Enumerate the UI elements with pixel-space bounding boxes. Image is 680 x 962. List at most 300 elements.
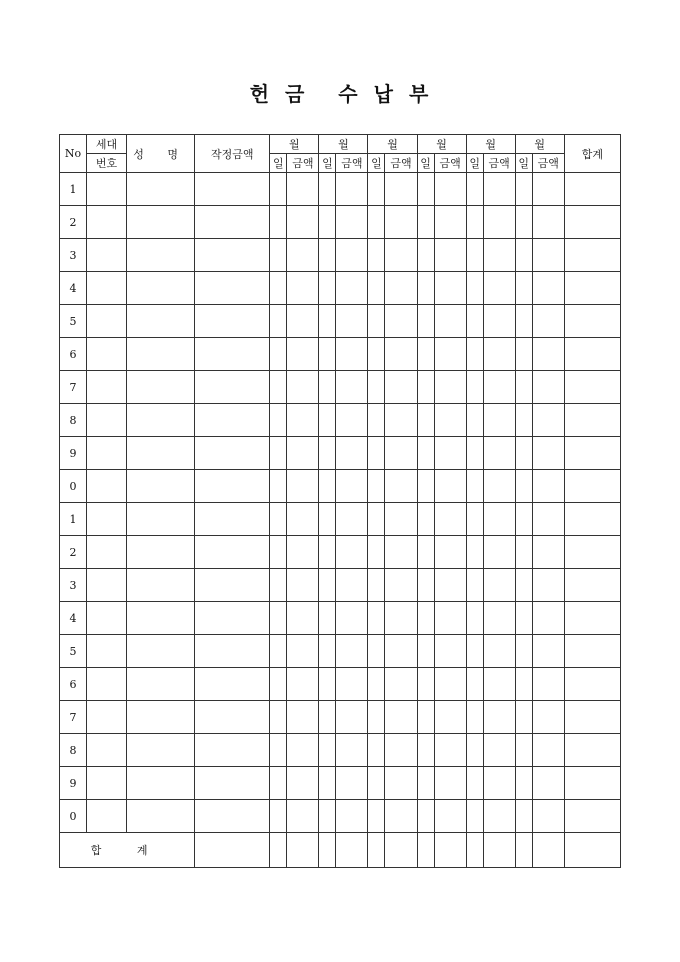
day-cell[interactable] [515,701,532,734]
day-cell[interactable] [270,371,287,404]
day-cell[interactable] [319,206,336,239]
day-cell[interactable] [417,371,434,404]
amount-cell[interactable] [483,239,515,272]
household-cell[interactable] [87,239,127,272]
amount-total-cell[interactable] [532,833,564,868]
amount-cell[interactable] [483,800,515,833]
household-cell[interactable] [87,536,127,569]
name-cell[interactable] [127,767,195,800]
amount-cell[interactable] [434,701,466,734]
row-total-cell[interactable] [564,569,620,602]
amount-cell[interactable] [532,470,564,503]
day-cell[interactable] [466,503,483,536]
day-cell[interactable] [417,536,434,569]
amount-total-cell[interactable] [385,833,417,868]
pledge-cell[interactable] [195,569,270,602]
amount-cell[interactable] [385,668,417,701]
pledge-cell[interactable] [195,536,270,569]
day-cell[interactable] [319,767,336,800]
amount-cell[interactable] [336,800,368,833]
day-cell[interactable] [515,470,532,503]
day-cell[interactable] [417,173,434,206]
day-cell[interactable] [417,635,434,668]
pledge-cell[interactable] [195,602,270,635]
household-cell[interactable] [87,767,127,800]
amount-cell[interactable] [434,437,466,470]
day-cell[interactable] [270,635,287,668]
day-cell[interactable] [417,470,434,503]
day-cell[interactable] [319,800,336,833]
name-cell[interactable] [127,371,195,404]
amount-cell[interactable] [287,173,319,206]
amount-cell[interactable] [385,536,417,569]
day-cell[interactable] [368,536,385,569]
amount-cell[interactable] [385,602,417,635]
day-cell[interactable] [368,470,385,503]
amount-cell[interactable] [336,239,368,272]
name-cell[interactable] [127,206,195,239]
amount-total-cell[interactable] [483,833,515,868]
amount-cell[interactable] [434,767,466,800]
day-cell[interactable] [319,569,336,602]
day-cell[interactable] [466,404,483,437]
household-cell[interactable] [87,734,127,767]
amount-cell[interactable] [385,767,417,800]
row-total-cell[interactable] [564,272,620,305]
amount-cell[interactable] [434,338,466,371]
day-cell[interactable] [319,272,336,305]
day-cell[interactable] [368,635,385,668]
amount-cell[interactable] [434,536,466,569]
name-cell[interactable] [127,734,195,767]
amount-cell[interactable] [483,404,515,437]
amount-cell[interactable] [483,470,515,503]
amount-cell[interactable] [532,767,564,800]
row-total-cell[interactable] [564,206,620,239]
day-total-cell[interactable] [270,833,287,868]
amount-cell[interactable] [532,503,564,536]
pledge-cell[interactable] [195,437,270,470]
day-cell[interactable] [466,173,483,206]
name-cell[interactable] [127,701,195,734]
amount-cell[interactable] [483,173,515,206]
day-cell[interactable] [417,569,434,602]
day-cell[interactable] [368,800,385,833]
amount-cell[interactable] [434,371,466,404]
day-cell[interactable] [515,371,532,404]
day-cell[interactable] [515,503,532,536]
household-cell[interactable] [87,470,127,503]
amount-cell[interactable] [532,701,564,734]
amount-cell[interactable] [532,239,564,272]
amount-cell[interactable] [483,602,515,635]
day-cell[interactable] [368,503,385,536]
amount-cell[interactable] [336,404,368,437]
day-cell[interactable] [319,635,336,668]
row-total-cell[interactable] [564,371,620,404]
day-cell[interactable] [466,371,483,404]
day-total-cell[interactable] [515,833,532,868]
day-cell[interactable] [515,338,532,371]
amount-cell[interactable] [287,338,319,371]
pledge-cell[interactable] [195,206,270,239]
day-cell[interactable] [319,437,336,470]
day-cell[interactable] [417,272,434,305]
day-cell[interactable] [319,536,336,569]
day-cell[interactable] [417,338,434,371]
amount-cell[interactable] [287,206,319,239]
day-cell[interactable] [270,305,287,338]
row-total-cell[interactable] [564,800,620,833]
day-total-cell[interactable] [319,833,336,868]
day-cell[interactable] [417,767,434,800]
pledge-cell[interactable] [195,239,270,272]
day-cell[interactable] [466,668,483,701]
day-cell[interactable] [466,338,483,371]
pledge-cell[interactable] [195,173,270,206]
amount-cell[interactable] [336,767,368,800]
day-cell[interactable] [466,470,483,503]
day-cell[interactable] [466,536,483,569]
row-total-cell[interactable] [564,668,620,701]
day-cell[interactable] [368,602,385,635]
name-cell[interactable] [127,536,195,569]
amount-cell[interactable] [385,569,417,602]
amount-cell[interactable] [483,272,515,305]
amount-cell[interactable] [434,503,466,536]
day-cell[interactable] [466,437,483,470]
amount-cell[interactable] [287,602,319,635]
day-cell[interactable] [515,206,532,239]
day-cell[interactable] [417,206,434,239]
day-cell[interactable] [417,701,434,734]
amount-cell[interactable] [532,173,564,206]
day-cell[interactable] [466,206,483,239]
day-cell[interactable] [368,701,385,734]
amount-total-cell[interactable] [287,833,319,868]
day-cell[interactable] [515,800,532,833]
day-cell[interactable] [515,536,532,569]
amount-cell[interactable] [287,635,319,668]
day-cell[interactable] [368,437,385,470]
amount-cell[interactable] [532,800,564,833]
pledge-total-cell[interactable] [195,833,270,868]
amount-cell[interactable] [434,602,466,635]
amount-cell[interactable] [385,338,417,371]
pledge-cell[interactable] [195,305,270,338]
amount-cell[interactable] [483,536,515,569]
amount-cell[interactable] [434,668,466,701]
amount-cell[interactable] [532,602,564,635]
amount-cell[interactable] [336,371,368,404]
row-total-cell[interactable] [564,536,620,569]
day-cell[interactable] [270,800,287,833]
amount-cell[interactable] [434,305,466,338]
amount-cell[interactable] [532,536,564,569]
pledge-cell[interactable] [195,668,270,701]
household-cell[interactable] [87,635,127,668]
pledge-cell[interactable] [195,272,270,305]
pledge-cell[interactable] [195,635,270,668]
amount-cell[interactable] [385,800,417,833]
name-cell[interactable] [127,173,195,206]
grand-total-cell[interactable] [564,833,620,868]
day-cell[interactable] [417,503,434,536]
day-total-cell[interactable] [368,833,385,868]
day-cell[interactable] [368,569,385,602]
day-cell[interactable] [270,437,287,470]
amount-cell[interactable] [434,800,466,833]
amount-cell[interactable] [336,272,368,305]
day-cell[interactable] [515,404,532,437]
day-cell[interactable] [466,602,483,635]
amount-cell[interactable] [287,305,319,338]
day-cell[interactable] [515,173,532,206]
amount-cell[interactable] [385,173,417,206]
pledge-cell[interactable] [195,800,270,833]
day-cell[interactable] [319,173,336,206]
amount-cell[interactable] [385,437,417,470]
amount-cell[interactable] [385,371,417,404]
amount-cell[interactable] [385,701,417,734]
row-total-cell[interactable] [564,503,620,536]
amount-cell[interactable] [385,404,417,437]
amount-cell[interactable] [287,239,319,272]
amount-cell[interactable] [287,569,319,602]
household-cell[interactable] [87,503,127,536]
day-cell[interactable] [319,404,336,437]
row-total-cell[interactable] [564,734,620,767]
day-cell[interactable] [417,239,434,272]
amount-cell[interactable] [532,206,564,239]
row-total-cell[interactable] [564,305,620,338]
day-cell[interactable] [417,404,434,437]
day-cell[interactable] [270,272,287,305]
name-cell[interactable] [127,437,195,470]
day-cell[interactable] [466,569,483,602]
amount-cell[interactable] [385,272,417,305]
amount-cell[interactable] [483,767,515,800]
amount-cell[interactable] [434,470,466,503]
day-cell[interactable] [368,239,385,272]
amount-cell[interactable] [385,470,417,503]
amount-cell[interactable] [336,536,368,569]
amount-cell[interactable] [483,569,515,602]
name-cell[interactable] [127,338,195,371]
amount-cell[interactable] [532,734,564,767]
row-total-cell[interactable] [564,239,620,272]
row-total-cell[interactable] [564,635,620,668]
day-cell[interactable] [368,173,385,206]
day-cell[interactable] [368,338,385,371]
amount-cell[interactable] [434,173,466,206]
amount-cell[interactable] [287,701,319,734]
day-cell[interactable] [270,470,287,503]
day-cell[interactable] [515,602,532,635]
row-total-cell[interactable] [564,701,620,734]
day-cell[interactable] [270,602,287,635]
pledge-cell[interactable] [195,371,270,404]
day-cell[interactable] [515,437,532,470]
row-total-cell[interactable] [564,602,620,635]
day-cell[interactable] [466,734,483,767]
amount-cell[interactable] [287,437,319,470]
amount-cell[interactable] [287,536,319,569]
amount-cell[interactable] [483,503,515,536]
amount-cell[interactable] [336,602,368,635]
amount-cell[interactable] [385,305,417,338]
pledge-cell[interactable] [195,701,270,734]
day-cell[interactable] [319,668,336,701]
household-cell[interactable] [87,338,127,371]
day-cell[interactable] [466,800,483,833]
amount-cell[interactable] [336,503,368,536]
day-cell[interactable] [270,668,287,701]
amount-cell[interactable] [483,305,515,338]
amount-cell[interactable] [532,338,564,371]
amount-cell[interactable] [483,734,515,767]
name-cell[interactable] [127,503,195,536]
amount-cell[interactable] [483,338,515,371]
household-cell[interactable] [87,800,127,833]
name-cell[interactable] [127,272,195,305]
day-cell[interactable] [368,668,385,701]
amount-cell[interactable] [336,701,368,734]
amount-cell[interactable] [532,272,564,305]
amount-cell[interactable] [336,668,368,701]
household-cell[interactable] [87,668,127,701]
name-cell[interactable] [127,800,195,833]
amount-cell[interactable] [483,206,515,239]
name-cell[interactable] [127,569,195,602]
amount-cell[interactable] [532,404,564,437]
amount-cell[interactable] [287,668,319,701]
household-cell[interactable] [87,602,127,635]
name-cell[interactable] [127,470,195,503]
day-cell[interactable] [515,668,532,701]
amount-total-cell[interactable] [434,833,466,868]
pledge-cell[interactable] [195,767,270,800]
amount-cell[interactable] [532,371,564,404]
amount-cell[interactable] [385,734,417,767]
day-cell[interactable] [466,272,483,305]
day-cell[interactable] [270,734,287,767]
amount-cell[interactable] [287,767,319,800]
amount-cell[interactable] [287,272,319,305]
day-cell[interactable] [368,305,385,338]
amount-cell[interactable] [385,206,417,239]
amount-cell[interactable] [483,668,515,701]
household-cell[interactable] [87,272,127,305]
day-cell[interactable] [270,239,287,272]
row-total-cell[interactable] [564,767,620,800]
pledge-cell[interactable] [195,734,270,767]
day-cell[interactable] [270,569,287,602]
day-cell[interactable] [319,470,336,503]
amount-cell[interactable] [434,734,466,767]
amount-cell[interactable] [336,305,368,338]
day-total-cell[interactable] [466,833,483,868]
day-cell[interactable] [466,635,483,668]
amount-cell[interactable] [483,701,515,734]
amount-cell[interactable] [434,206,466,239]
day-cell[interactable] [417,734,434,767]
amount-cell[interactable] [434,569,466,602]
household-cell[interactable] [87,206,127,239]
row-total-cell[interactable] [564,338,620,371]
day-cell[interactable] [515,569,532,602]
household-cell[interactable] [87,569,127,602]
pledge-cell[interactable] [195,470,270,503]
day-cell[interactable] [270,767,287,800]
day-cell[interactable] [417,602,434,635]
row-total-cell[interactable] [564,173,620,206]
amount-cell[interactable] [336,437,368,470]
day-cell[interactable] [270,206,287,239]
name-cell[interactable] [127,305,195,338]
day-cell[interactable] [417,305,434,338]
day-cell[interactable] [319,602,336,635]
amount-total-cell[interactable] [336,833,368,868]
day-cell[interactable] [270,338,287,371]
amount-cell[interactable] [287,503,319,536]
day-cell[interactable] [515,305,532,338]
amount-cell[interactable] [483,437,515,470]
amount-cell[interactable] [434,635,466,668]
amount-cell[interactable] [336,206,368,239]
row-total-cell[interactable] [564,470,620,503]
day-cell[interactable] [466,239,483,272]
day-cell[interactable] [515,767,532,800]
household-cell[interactable] [87,701,127,734]
amount-cell[interactable] [434,239,466,272]
pledge-cell[interactable] [195,503,270,536]
household-cell[interactable] [87,404,127,437]
day-cell[interactable] [270,503,287,536]
amount-cell[interactable] [483,635,515,668]
amount-cell[interactable] [532,668,564,701]
amount-cell[interactable] [532,635,564,668]
day-cell[interactable] [368,734,385,767]
day-cell[interactable] [319,239,336,272]
day-cell[interactable] [270,536,287,569]
day-cell[interactable] [368,767,385,800]
amount-cell[interactable] [336,734,368,767]
day-cell[interactable] [368,371,385,404]
day-cell[interactable] [319,734,336,767]
day-cell[interactable] [417,668,434,701]
amount-cell[interactable] [336,635,368,668]
amount-cell[interactable] [434,272,466,305]
day-cell[interactable] [319,305,336,338]
amount-cell[interactable] [287,734,319,767]
day-cell[interactable] [319,701,336,734]
day-cell[interactable] [515,635,532,668]
day-cell[interactable] [515,272,532,305]
amount-cell[interactable] [532,437,564,470]
day-cell[interactable] [368,206,385,239]
amount-cell[interactable] [287,404,319,437]
name-cell[interactable] [127,668,195,701]
row-total-cell[interactable] [564,437,620,470]
name-cell[interactable] [127,635,195,668]
amount-cell[interactable] [532,305,564,338]
day-cell[interactable] [319,338,336,371]
day-cell[interactable] [368,272,385,305]
amount-cell[interactable] [532,569,564,602]
day-cell[interactable] [270,404,287,437]
amount-cell[interactable] [483,371,515,404]
